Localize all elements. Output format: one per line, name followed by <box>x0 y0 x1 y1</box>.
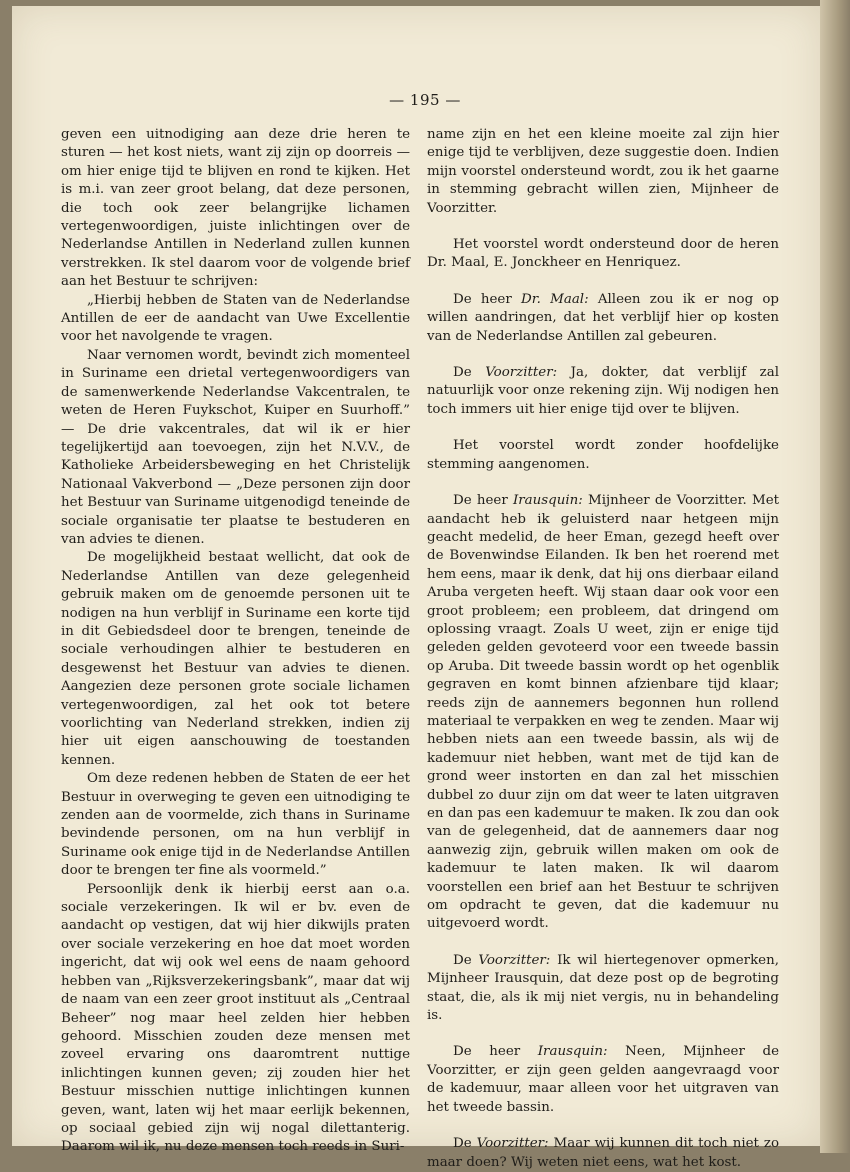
paragraph: De mogelijkheid bestaat wellicht, dat ook de Nederlandse Antillen van deze gelegenheid gebruik maken om de genoemde personen uit te nodigen na hun verblijf in Suriname een korte tijd in dit Gebiedsdeel door te brengen, teneinde de sociale verhoudingen alhier te bestuderen en desgewenst het Bestuur van advies te dienen. Aangezien deze personen grote sociale lichamen vertegenwoordigen, zal het ook tot betere voorlichting van Nederland strekken, indien zij hier uit eigen aanschouwing de toestanden kennen. <box>61 550 410 768</box>
paragraph: Het voorstel wordt ondersteund door de heren Dr. Maal, E. Jonckheer en Henriquez. <box>427 237 779 271</box>
speaker-name: Irausquin: <box>537 1044 608 1060</box>
speaker-name: Voorzitter: <box>476 1136 549 1152</box>
speaker-name: Voorzitter: <box>485 365 558 381</box>
speaker-paragraph: De heer Irausquin: Neen, Mijnheer de Voorzitter, er zijn geen gelden aangevraagd voor de kademuur, maar alleen voor het uitgraven van het tweede bassin. <box>427 1044 779 1115</box>
paragraph: Naar vernomen wordt, bevindt zich momenteel in Suriname een drietal vertegenwoordigers van de samenwerkende Nederlandse Vakcentralen, te weten de Heren Fuykschot, Kuiper en Suurhoff.” — De drie vakcentrales, dat wil ik er hier tegelijkertijd aan toevoegen, zijn het N.V.V., de Katholieke Arbeidersbeweging en het Christelijk Nationaal Vakverbond — „Deze personen zijn door het Bestuur van Suriname uitgenodigd teneinde de sociale organisatie ter plaatse te bestuderen en van advies te dienen. <box>61 347 410 547</box>
speaker-paragraph: De heer Irausquin: Mijnheer de Voorzitter. Met aandacht heb ik geluisterd naar hetgeen mijn geacht medelid, de heer Eman, gezegd heeft over de Bovenwindse Eilanden. Ik ben het roerend met hem eens, maar ik denk, dat hij ons dierbaar eiland Aruba vergeten heeft. Wij staan daar ook voor een groot probleem; een probleem, dat dringend om oplossing vraagt. Zoals U weet, zijn er enige tijd geleden gelden gevoteerd voor een tweede bassin op Aruba. Dit tweede bassin wordt op het ogenblik gegraven en komt binnen afzienbare tijd klaar; reeds zijn de aannemers begonnen hun rollend materiaal te verpakken en weg te zenden. Maar wij hebben niets aan een tweede bassin, als wij de kademuur niet hebben, want met de tijd kan de grond weer instorten en dan zal het misschien dubbel zo duur zijn om dat weer te laten uitgraven en dan pas een kademuur te maken. Ik zou dan ook van de gelegenheid, dat de aannemers daar nog aanwezig zijn, gebruik willen maken om ook de kademuur te laten maken. Ik wil daarom voorstellen een brief aan het Bestuur te schrijven om opdracht te geven, dat die kademuur nu uitgevoerd wordt. <box>427 493 779 932</box>
left-column <box>61 126 410 1157</box>
speaker-name: Irausquin: <box>512 493 583 509</box>
speaker-name: Dr. Maal: <box>520 291 589 307</box>
paragraph: Persoonlijk denk ik hierbij eerst aan o.a. sociale verzekeringen. Ik wil er bv. even de aandacht op vestigen, dat wij hier dikwijls praten over sociale verzekering en hoe dat moet worden ingericht, dat wij ook wel eens de naam gehoord hebben van „Rijksverzekeringsbank”, maar dat wij de naam van een zeer groot instituut als „Centraal Beheer” nog maar heel zelden hier hebben gehoord. Misschien zouden deze mensen met zoveel ervaring ons daaromtrent nuttige inlichtingen kunnen geven; zij zouden hier het Bestuur misschien nuttige inlichtingen kunnen geven, want, laten wij het maar eerlijk bekennen, op sociaal gebied zijn wij nogal dilettanterig. Daarom wil ik, nu deze mensen toch reeds in Suri- <box>61 881 410 1155</box>
page-number: — 195 — <box>389 91 461 109</box>
paragraph: geven een uitnodiging aan deze drie heren te sturen — het kost niets, want zij zijn op doorreis — om hier enige tijd te blijven en rond te kijken. Het is m.i. van zeer groot belang, dat deze personen, die toch ook zeer belangrijke lichamen vertegenwoordigen, juiste inlichtingen over de Nederlandse Antillen in Nederland zullen kunnen verstrekken. Ik stel daarom voor de volgende brief aan het Bestuur te schrijven: <box>61 127 410 290</box>
paragraph: „Hierbij hebben de Staten van de Nederlandse Antillen de eer de aandacht van Uwe Excellentie voor het navolgende te vragen. <box>61 292 410 345</box>
paragraph: Het voorstel wordt zonder hoofdelijke stemming aangenomen. <box>427 438 779 472</box>
speaker-paragraph: De Voorzitter: Maar wij kunnen dit toch niet zo maar doen? Wij weten niet eens, wat het kost. <box>427 1136 780 1170</box>
speaker-name: Voorzitter: <box>478 952 551 968</box>
page-edge <box>820 0 850 1153</box>
speaker-paragraph: De Voorzitter: Ik wil hiertegenover opmerken, Mijnheer Irausquin, dat deze post op de begroting staat, die, als ik mij niet vergis, nu in behandeling is. <box>427 952 779 1024</box>
paragraph: name zijn en het een kleine moeite zal zijn hier enige tijd te verblijven, deze suggestie doen. Indien mijn voorstel ondersteund wordt, zou ik het gaarne in stemming gebracht willen zien, Mijnheer de Voorzitter. <box>427 127 779 216</box>
speaker-paragraph: De heer Dr. Maal: Alleen zou ik er nog op willen aandringen, dat het verblijf hier op kosten van de Nederlandse Antillen zal gebeuren. <box>427 291 779 344</box>
paragraph: Om deze redenen hebben de Staten de eer het Bestuur in overweging te geven een uitnodiging te zenden aan de voormelde, zich thans in Suriname bevindende personen, om na hun verblijf in Suriname ook enige tijd in de Nederlandse Antillen door te brengen ter fine als voormeld.” <box>61 771 410 879</box>
right-column <box>427 126 779 1172</box>
speaker-paragraph: De Voorzitter: Ja, dokter, dat verblijf zal natuurlijk voor onze rekening zijn. Wij nodigen hen toch immers uit hier enige tijd over te blijven. <box>427 365 779 417</box>
